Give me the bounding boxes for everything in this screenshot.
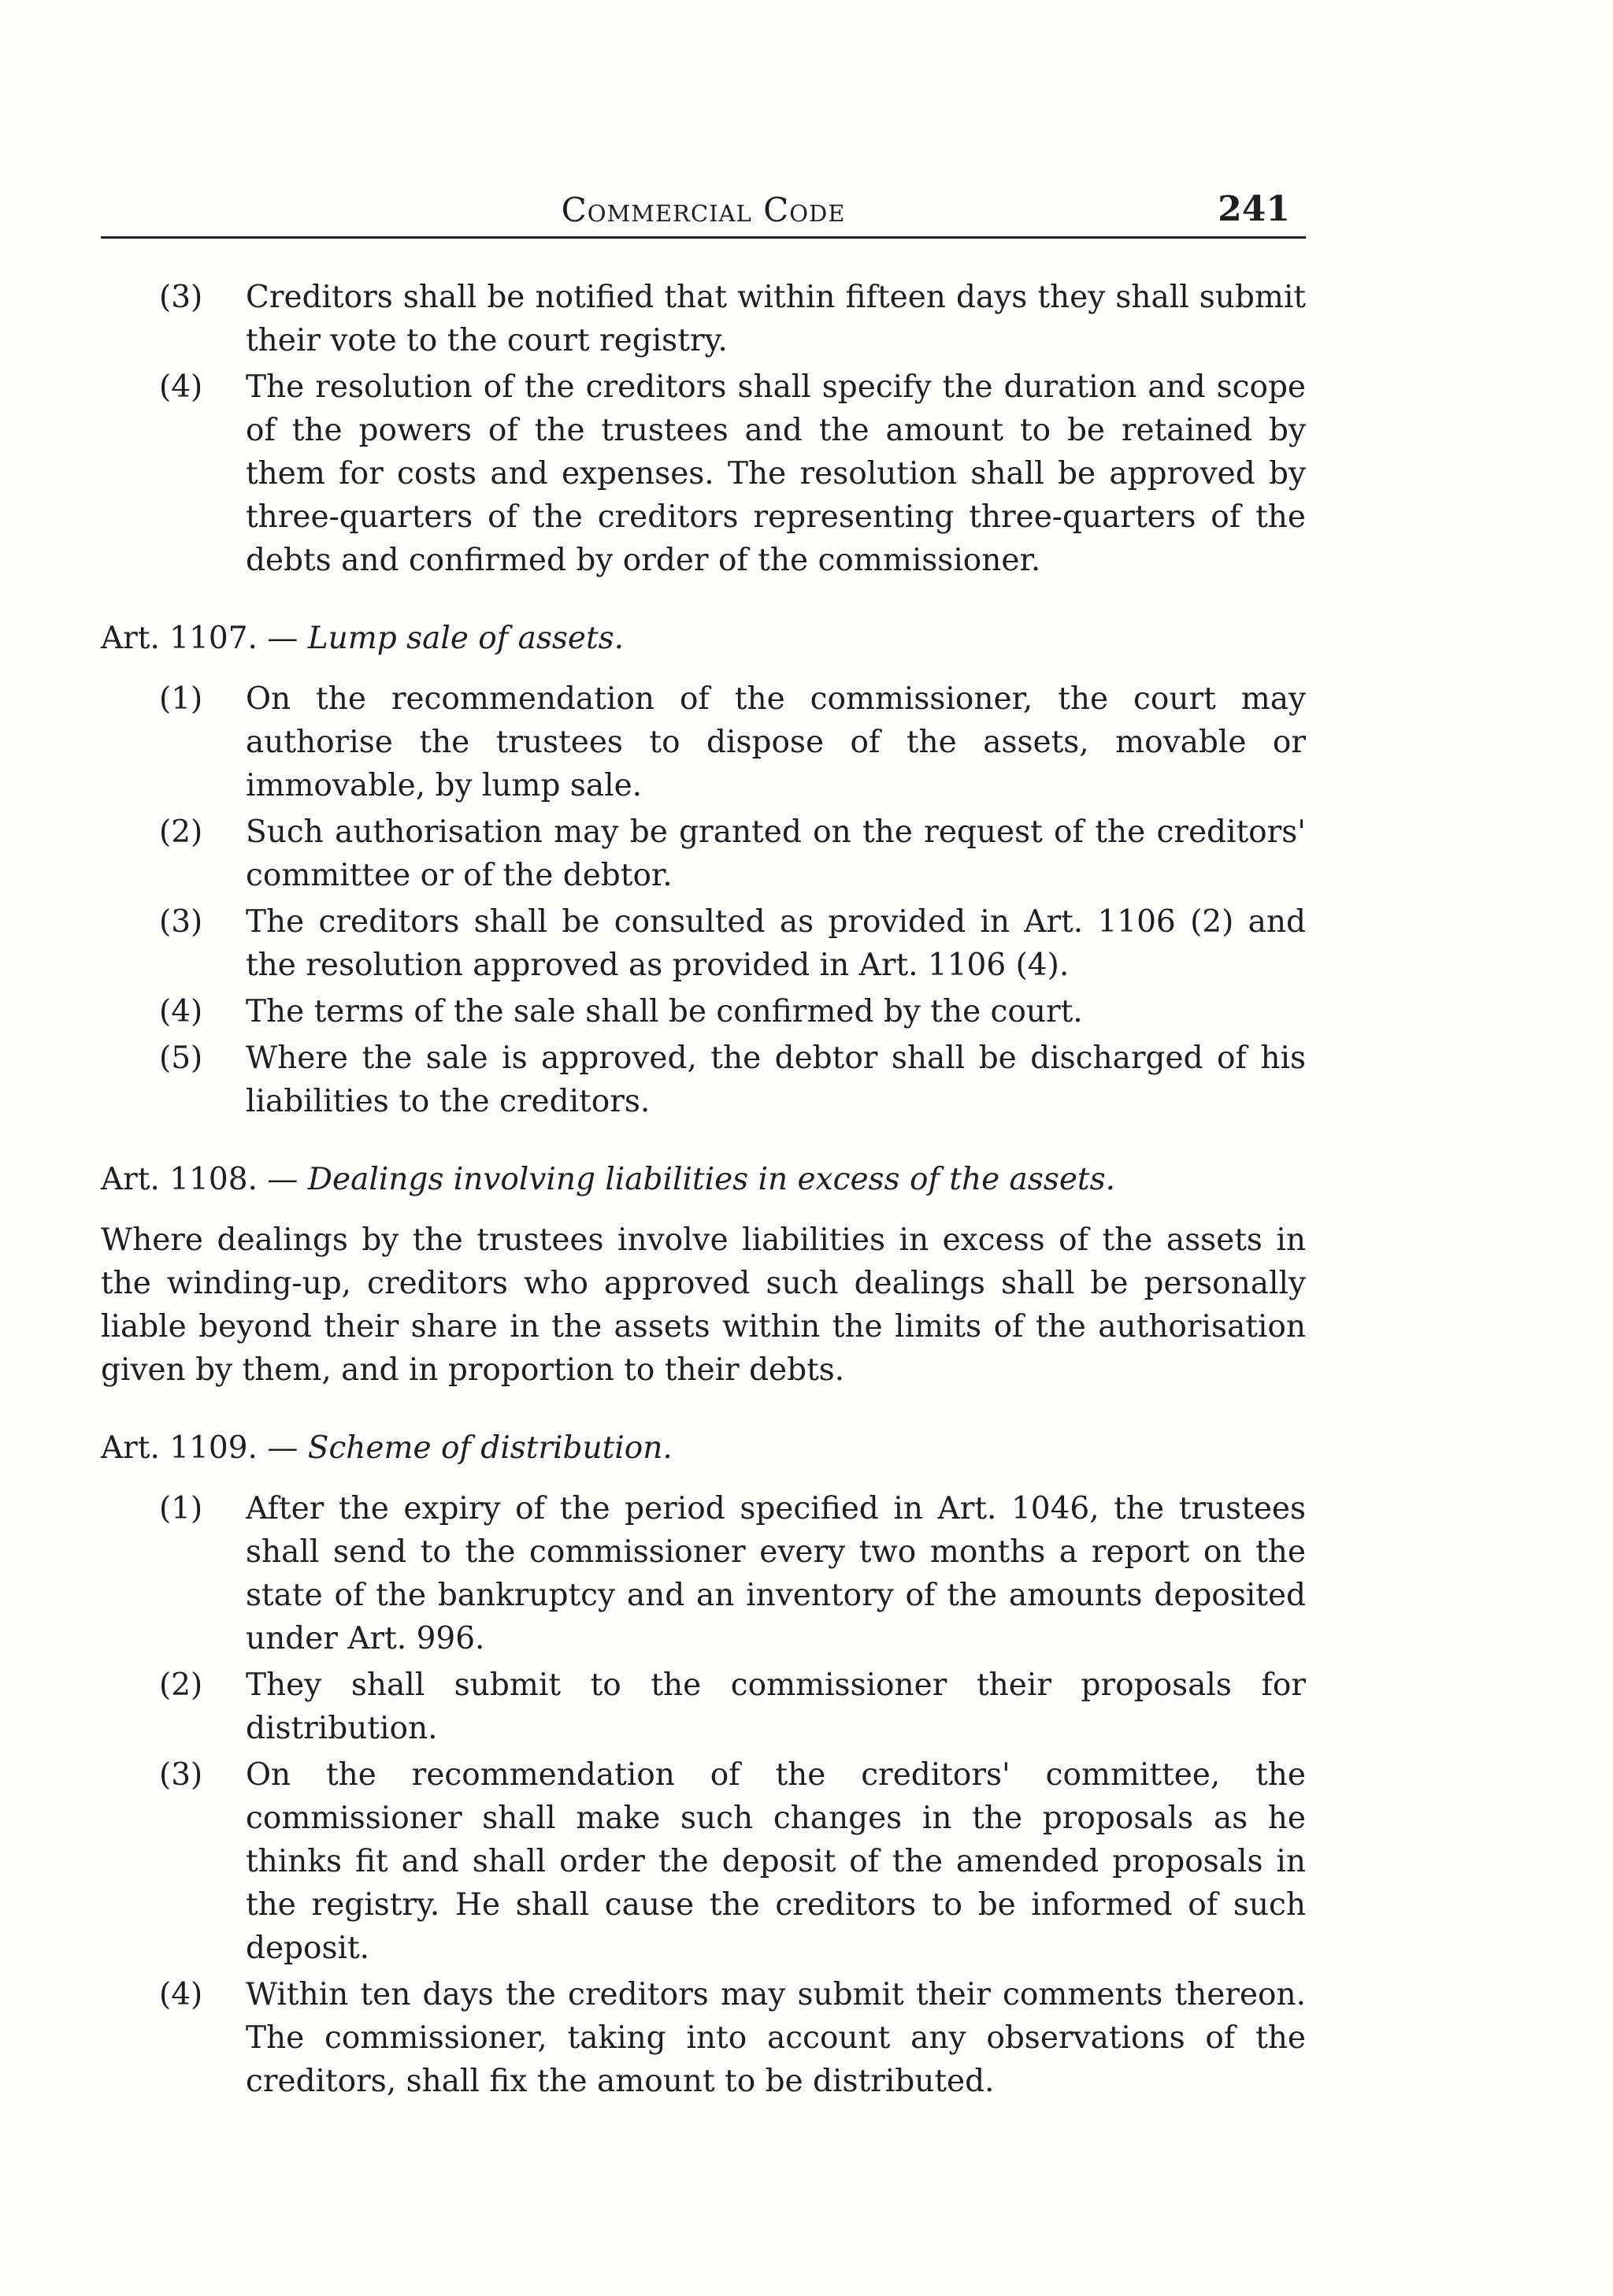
- item-text: They shall submit to the commissioner their proposals for distribution.: [246, 1667, 1306, 1746]
- item-number: (3): [159, 280, 203, 315]
- item-text: Within ten days the creditors may submit their comments thereon. The commissioner, taking into account any observations of the creditors, shall fix the amount to be distributed.: [246, 1977, 1306, 2099]
- item-number: (1): [159, 681, 203, 717]
- list-item: [101, 1664, 1306, 1750]
- article-heading: [101, 617, 1306, 660]
- list-item: [101, 1973, 1306, 2103]
- item-text: Creditors shall be notified that within fifteen days they shall submit their vote to the court registry.: [246, 280, 1306, 358]
- item-number: (4): [159, 369, 203, 405]
- running-title: Commercial Code: [561, 191, 846, 229]
- item-text: The resolution of the creditors shall specify the duration and scope of the powers of the trustees and the amount to be retained by them for costs and expenses. The resolution shall be approved by three-quarters of the creditors representing three-quarters of the debts and confirmed by order of the commissioner.: [246, 369, 1306, 578]
- list-item: [101, 365, 1306, 582]
- list-item: [101, 1487, 1306, 1660]
- item-number: (2): [159, 814, 203, 850]
- article-label: Art. 1107. —: [101, 621, 298, 656]
- article-paragraph: Where dealings by the trustees involve liabilities in excess of the assets in the winding-up, creditors who approved such dealings shall be personally liable beyond their share in the assets within the limits of the authorisation given by them, and in proportion to their debts.: [101, 1222, 1306, 1388]
- list-item: [101, 1753, 1306, 1970]
- item-text: Such authorisation may be granted on the request of the creditors' committee or of the debtor.: [246, 814, 1306, 893]
- article-heading: [101, 1426, 1306, 1470]
- list-item: [101, 1037, 1306, 1123]
- article-heading: [101, 1158, 1306, 1201]
- page-header: [101, 189, 1306, 239]
- item-text: On the recommendation of the commissioner, the court may authorise the trustees to dispose of the assets, movable or immovable, by lump sale.: [246, 681, 1306, 803]
- item-number: (3): [159, 904, 203, 940]
- article-title: Scheme of distribution.: [307, 1430, 673, 1466]
- article-label: Art. 1109. —: [101, 1430, 298, 1466]
- item-text: After the expiry of the period specified in Art. 1046, the trustees shall send to the commissioner every two months a report on the state of the bankruptcy and an inventory of the amounts deposited under Art. 996.: [246, 1491, 1306, 1656]
- continued-article-items: [101, 276, 1306, 582]
- item-text: The creditors shall be consulted as provided in Art. 1106 (2) and the resolution approved as provided in Art. 1106 (4).: [246, 904, 1306, 983]
- article-1109: [101, 1426, 1306, 2103]
- article-1107: [101, 617, 1306, 1123]
- article-1108: [101, 1158, 1306, 1392]
- list-item: [101, 990, 1306, 1033]
- item-text: On the recommendation of the creditors' committee, the commissioner shall make such changes in the proposals as he thinks fit and shall order the deposit of the amended proposals in the registry. He shall cause the creditors to be informed of such deposit.: [246, 1757, 1306, 1966]
- item-number: (1): [159, 1491, 203, 1526]
- page-body: [101, 276, 1306, 2106]
- item-number: (4): [159, 994, 203, 1029]
- list-item: [101, 900, 1306, 987]
- article-label: Art. 1108. —: [101, 1162, 298, 1197]
- item-number: (4): [159, 1977, 203, 2012]
- item-number: (3): [159, 1757, 203, 1793]
- item-number: (2): [159, 1667, 203, 1703]
- article-title: Lump sale of assets.: [307, 621, 625, 656]
- list-item: [101, 276, 1306, 362]
- article-title: Dealings involving liabilities in excess of the assets.: [307, 1162, 1115, 1197]
- item-number: (5): [159, 1040, 203, 1076]
- item-text: Where the sale is approved, the debtor shall be discharged of his liabilities to the creditors.: [246, 1040, 1306, 1119]
- list-item: [101, 677, 1306, 807]
- page-number: 241: [1218, 189, 1290, 229]
- list-item: [101, 810, 1306, 897]
- item-text: The terms of the sale shall be confirmed by the court.: [246, 994, 1083, 1029]
